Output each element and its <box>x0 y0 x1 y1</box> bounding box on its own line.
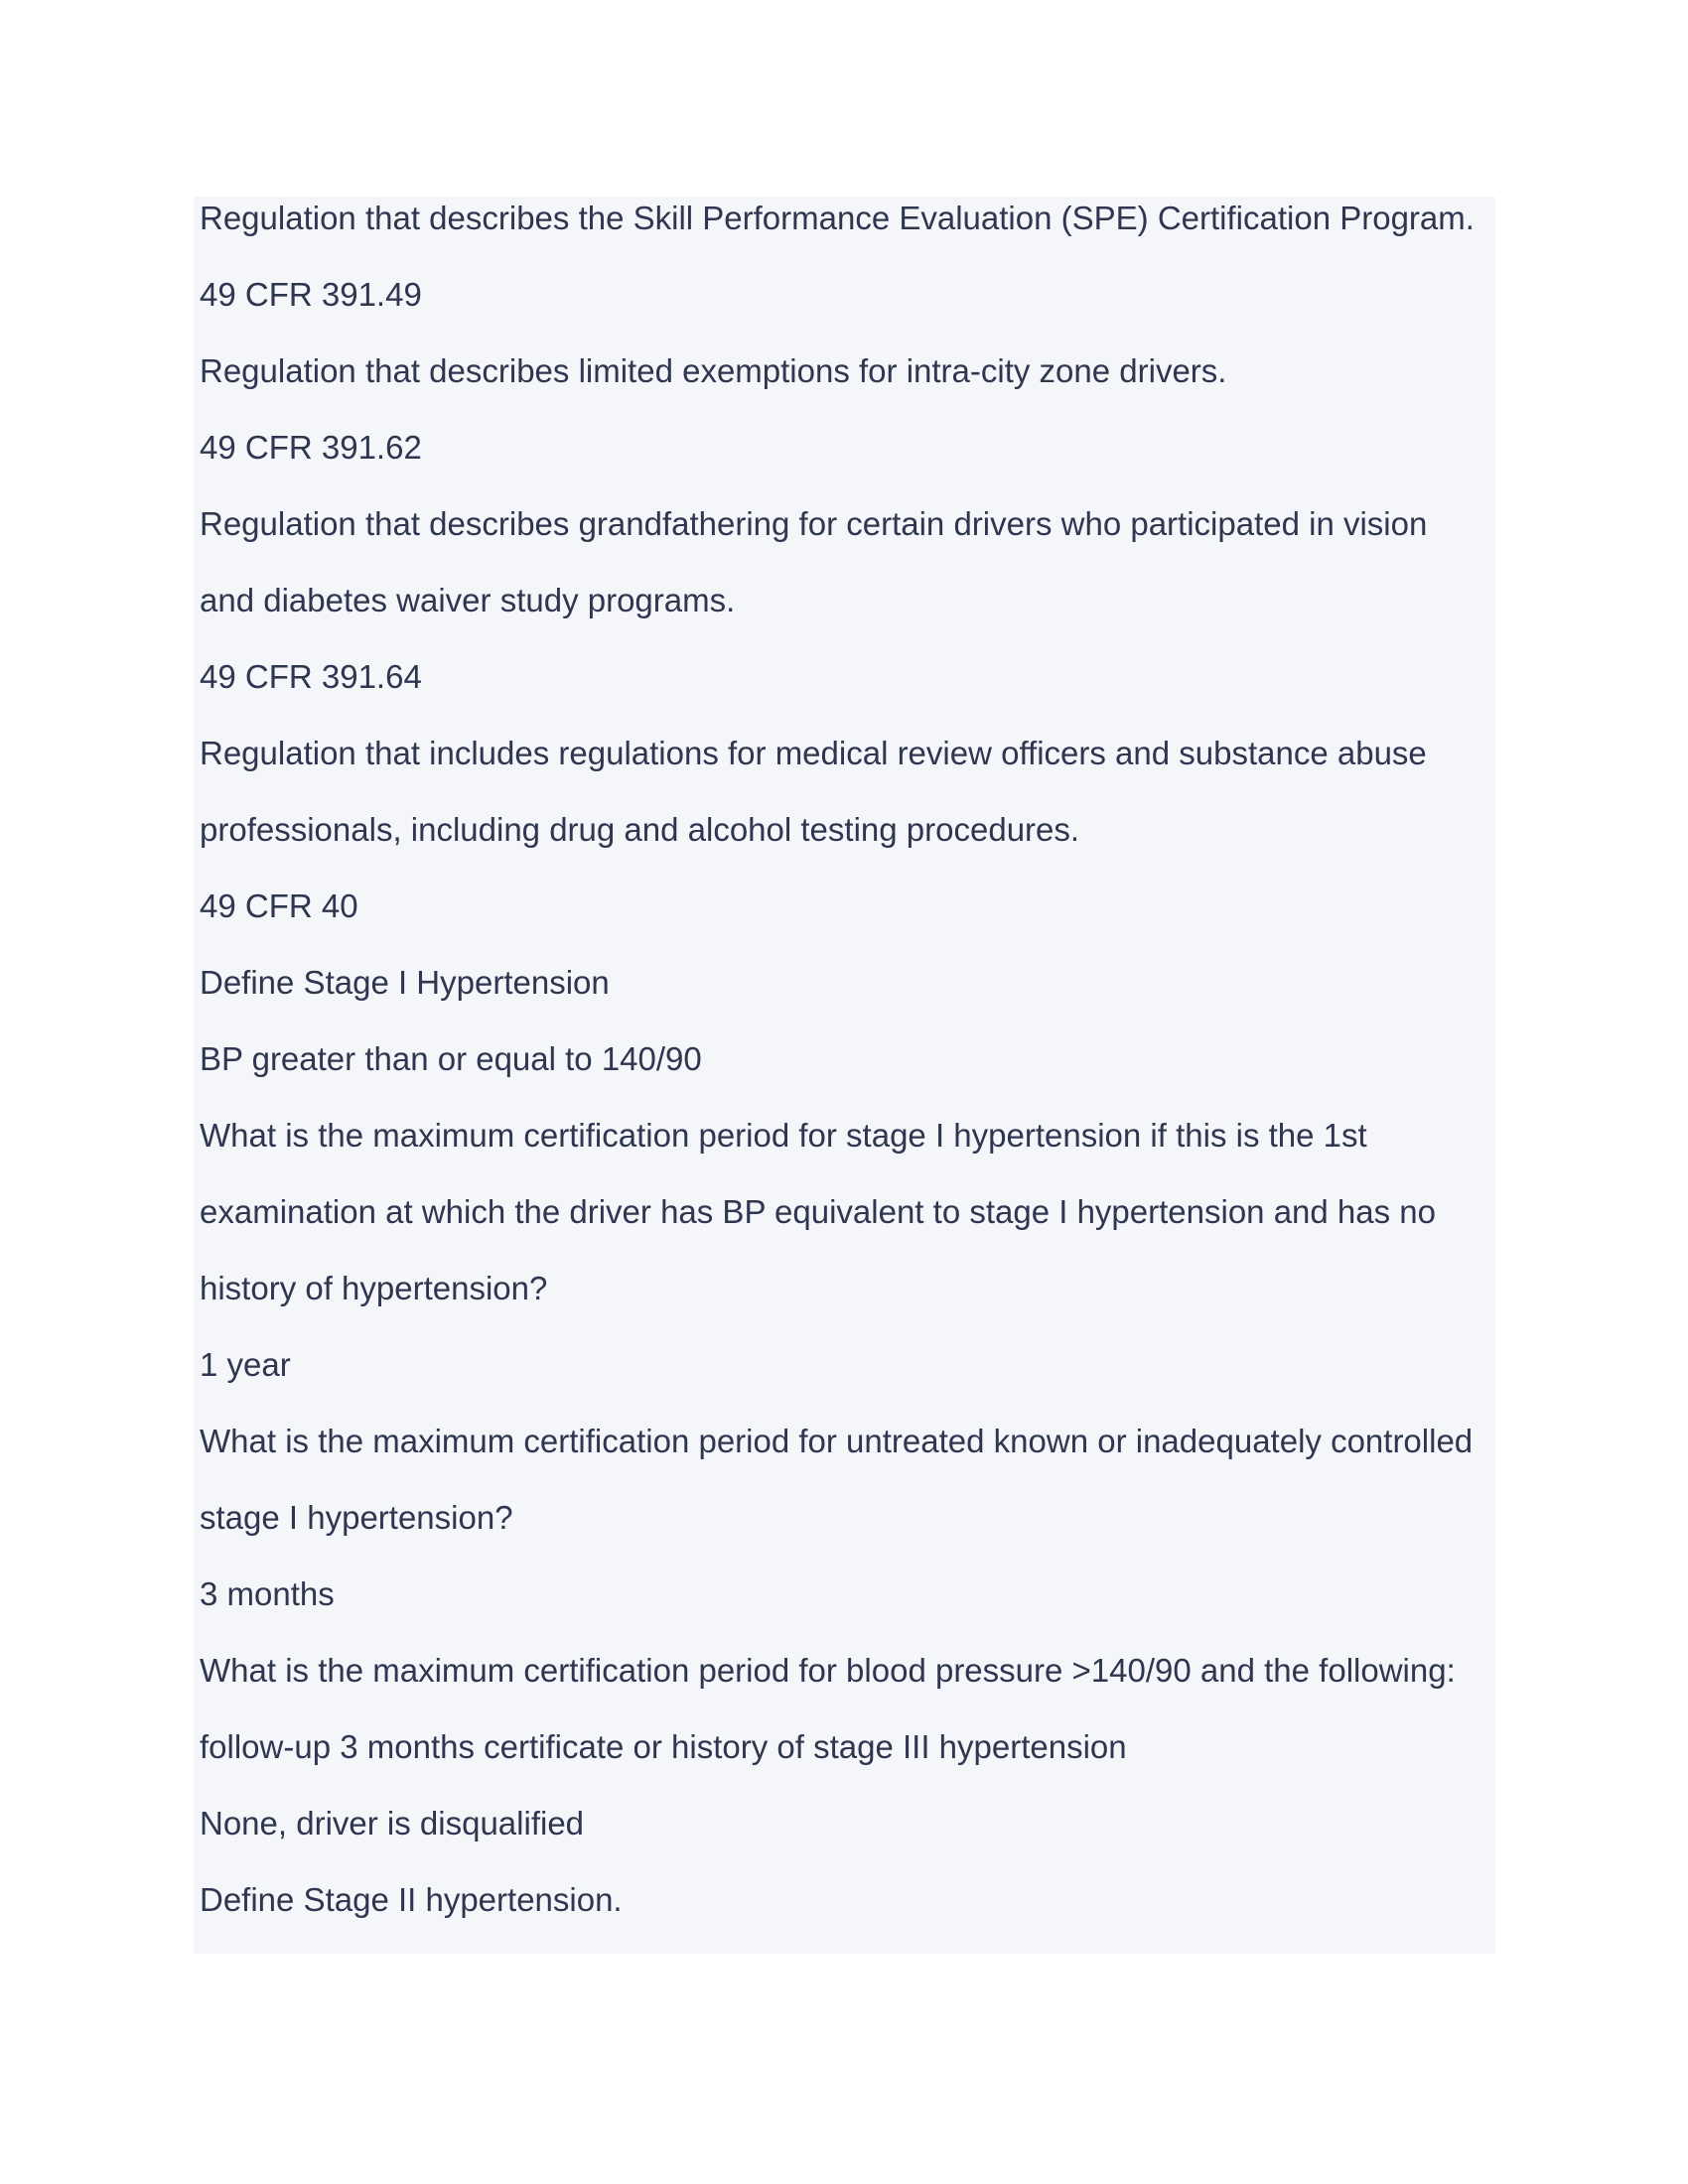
text-line: 49 CFR 391.62 <box>200 429 422 466</box>
text-line: None, driver is disqualified <box>200 1805 585 1842</box>
text-line: 3 months <box>200 1575 335 1612</box>
text-line: Regulation that describes the Skill Performance Evaluation (SPE) Certification Program. <box>200 200 1475 236</box>
text-line: follow-up 3 months certificate or history of stage III hypertension <box>200 1728 1127 1765</box>
text-line: 1 year <box>200 1346 291 1383</box>
text-line: history of hypertension? <box>200 1270 548 1306</box>
text-line: Regulation that includes regulations for medical review officers and substance abuse <box>200 735 1427 771</box>
text-line: BP greater than or equal to 140/90 <box>200 1040 702 1077</box>
text-line: What is the maximum certification period for untreated known or inadequately controlled <box>200 1423 1474 1459</box>
text-line: Regulation that describes limited exemptions for intra-city zone drivers. <box>200 352 1227 389</box>
text-line: Define Stage I Hypertension <box>200 964 610 1001</box>
text-line: Define Stage II hypertension. <box>200 1881 623 1918</box>
text-line: stage I hypertension? <box>200 1499 513 1536</box>
text-line: Regulation that describes grandfathering for certain drivers who participated in vision <box>200 505 1428 542</box>
text-line: 49 CFR 40 <box>200 887 358 924</box>
text-line: What is the maximum certification period for stage I hypertension if this is the 1st <box>200 1117 1367 1154</box>
text-line: 49 CFR 391.49 <box>200 276 422 313</box>
text-line: What is the maximum certification period for blood pressure >140/90 and the following: <box>200 1652 1456 1689</box>
document-text <box>200 191 1490 1949</box>
text-line: examination at which the driver has BP equivalent to stage I hypertension and has no <box>200 1193 1437 1230</box>
text-line: 49 CFR 391.64 <box>200 658 422 695</box>
text-line: and diabetes waiver study programs. <box>200 582 736 618</box>
text-line: professionals, including drug and alcohol testing procedures. <box>200 811 1080 848</box>
